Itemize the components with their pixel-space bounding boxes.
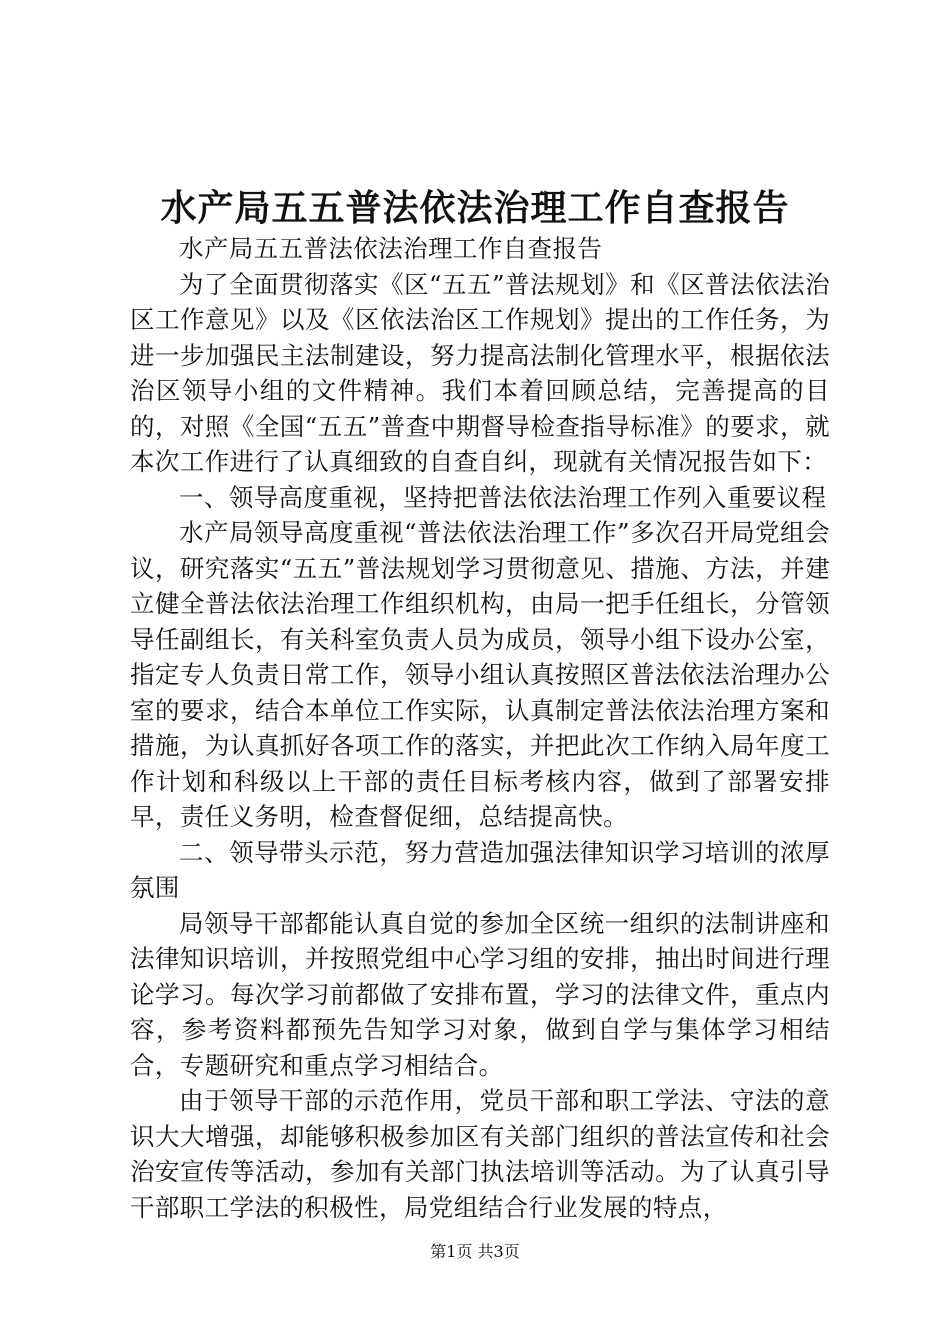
paragraph-intro: 为了全面贯彻落实《区“五五”普法规划》和《区普法依法治区工作意见》以及《区依法治区工作规划》提出的工作任务，为进一步加强民主法制建设，努力提高法制化管理水平，根据依法治区领导小组的文件精神。我们本着回顾总结，完善提高的目的，对照《全国“五五”普查中期督导检查指导标准》的要求，就本次工作进行了认真细致的自查自纠，现就有关情况报告如下： xyxy=(130,269,830,476)
document-title: 水产局五五普法依法治理工作自查报告 xyxy=(160,187,790,229)
section-heading-1: 一、领导高度重视，坚持把普法依法治理工作列入重要议程 xyxy=(179,482,827,512)
paragraph-subtitle: 水产局五五普法依法治理工作自查报告 xyxy=(179,234,603,263)
page-number-footer: 第1页 共3页 xyxy=(430,1242,520,1261)
section-heading-2: 二、领导带头示范，努力营造加强法律知识学习培训的浓厚氛围 xyxy=(130,837,830,902)
paragraph-section-1: 水产局领导高度重视“普法依法治理工作”多次召开局党组会议，研究落实“五五”普法规划学习贯彻意见、措施、方法，并建立健全普法依法治理工作组织机构，由局一把手任组长，分管领导任副组长，有关科室负责人员为成员，领导小组下设办公室，指定专人负责日常工作，领导小组认真按照区普法依法治理办公室的要求，结合本单位工作实际，认真制定普法依法治理方案和措施，为认真抓好各项工作的落实，并把此次工作纳入局年度工作计划和科级以上干部的责任目标考核内容，做到了部署安排早，责任义务明，检查督促细，总结提高快。 xyxy=(130,518,830,831)
document-body xyxy=(130,231,830,1225)
paragraph-section-2: 局领导干部都能认真自觉的参加全区统一组织的法制讲座和法律知识培训，并按照党组中心学习组的安排，抽出时间进行理论学习。每次学习前都做了安排布置，学习的法律文件，重点内容，参考资料都预先告知学习对象，做到自学与集体学习相结合，专题研究和重点学习相结合。 xyxy=(130,908,830,1080)
paragraph-section-2-continued: 由于领导干部的示范作用，党员干部和职工学法、守法的意识大大增强，却能够积极参加区有关部门组织的普法宣传和社会治安宣传等活动，参加有关部门执法培训等活动。为了认真引导干部职工学法的积极性，局党组结合行业发展的特点， xyxy=(130,1086,830,1222)
